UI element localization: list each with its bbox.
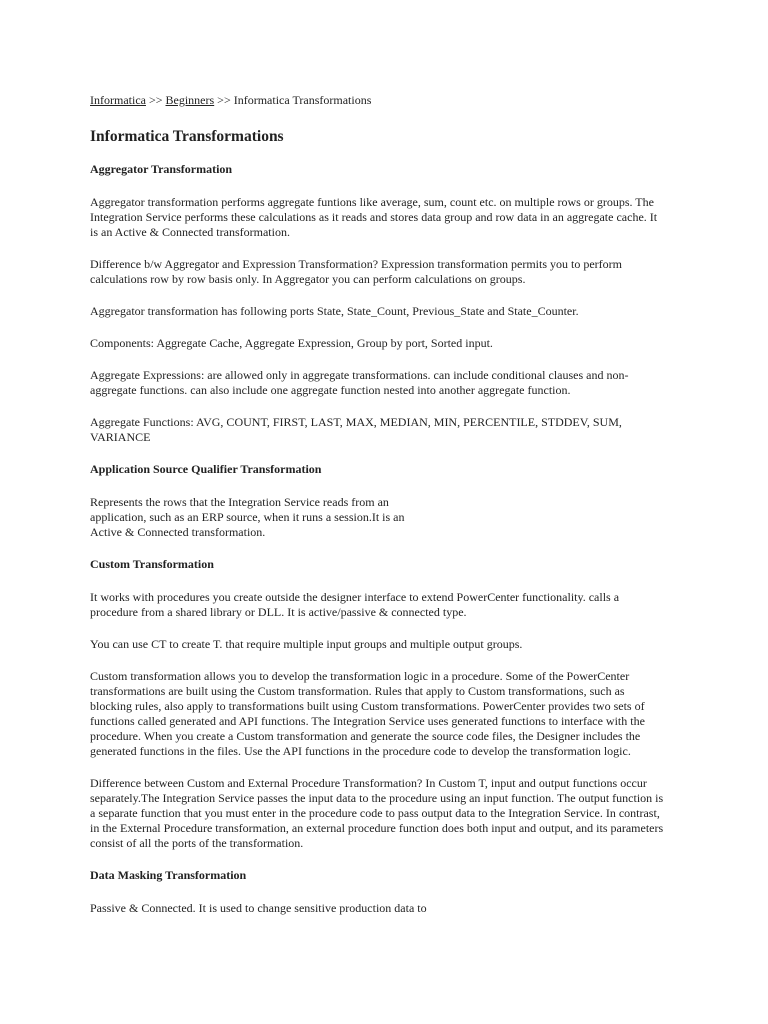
paragraph: You can use CT to create T. that require multiple input groups and multiple output groups.	[90, 637, 523, 651]
paragraph: Represents the rows that the Integration Service reads from an application, such as an ERP source, when it runs a session.It is an Active & Connected transformation.	[90, 495, 405, 539]
breadcrumb-link-informatica[interactable]: Informatica	[90, 93, 146, 107]
page-title: Informatica Transformations	[90, 128, 284, 145]
section-heading: Application Source Qualifier Transformation	[90, 462, 322, 476]
breadcrumb-separator: >>	[145, 93, 166, 107]
paragraph: Difference b/w Aggregator and Expression Transformation? Expression transformation permits you to perform calculations row by row basis only. In Aggregator you can perform calculations on groups.	[90, 257, 622, 286]
paragraph: Aggregator transformation performs aggregate funtions like average, sum, count etc. on multiple rows or groups. The Integration Service performs these calculations as it reads and stores data group and row data in an aggregate cache. It is an Active & Connected transformation.	[90, 195, 658, 239]
document-page	[90, 93, 668, 933]
paragraph: Difference between Custom and External Procedure Transformation? In Custom T, input and output functions occur separately.The Integration Service passes the input data to the procedure using an input function. The output function is a separate function that you must enter in the procedure code to pass output data to the Integration Service. In contrast, in the External Procedure transformation, an external procedure function does both input and output, and its parameters consist of all the ports of the transformation.	[90, 776, 664, 850]
section-heading: Aggregator Transformation	[90, 162, 233, 176]
breadcrumb-current: Informatica Transformations	[233, 93, 372, 107]
section-heading: Custom Transformation	[90, 557, 214, 571]
breadcrumb-link-beginners[interactable]: Beginners	[165, 93, 215, 107]
paragraph: Components: Aggregate Cache, Aggregate Expression, Group by port, Sorted input.	[90, 336, 493, 350]
paragraph: Aggregator transformation has following ports State, State_Count, Previous_State and State_Counter.	[90, 304, 579, 318]
paragraph: It works with procedures you create outside the designer interface to extend PowerCenter functionality. calls a procedure from a shared library or DLL. It is active/passive & connected type.	[90, 590, 620, 619]
breadcrumb-separator: >>	[214, 93, 234, 107]
paragraph: Aggregate Functions: AVG, COUNT, FIRST, LAST, MAX, MEDIAN, MIN, PERCENTILE, STDDEV, SUM, VARIANCE	[90, 415, 622, 444]
paragraph: Aggregate Expressions: are allowed only in aggregate transformations. can include conditional clauses and non-aggregate functions. can also include one aggregate function nested into another aggregate function.	[90, 368, 629, 397]
section-heading: Data Masking Transformation	[90, 868, 247, 882]
breadcrumb	[90, 93, 668, 108]
paragraph: Custom transformation allows you to develop the transformation logic in a procedure. Some of the PowerCenter transformations are built using the Custom transformation. Rules that apply to Custom transformations, such as blocking rules, also apply to transformations built using Custom transformations. PowerCenter provides two sets of functions called generated and API functions. The Integration Service uses generated functions to interface with the procedure. When you create a Custom transformation and generate the source code files, the Designer includes the generated functions in the files. Use the API functions in the procedure code to develop the transformation logic.	[90, 669, 645, 758]
paragraph: Passive & Connected. It is used to change sensitive production data to	[90, 901, 427, 915]
